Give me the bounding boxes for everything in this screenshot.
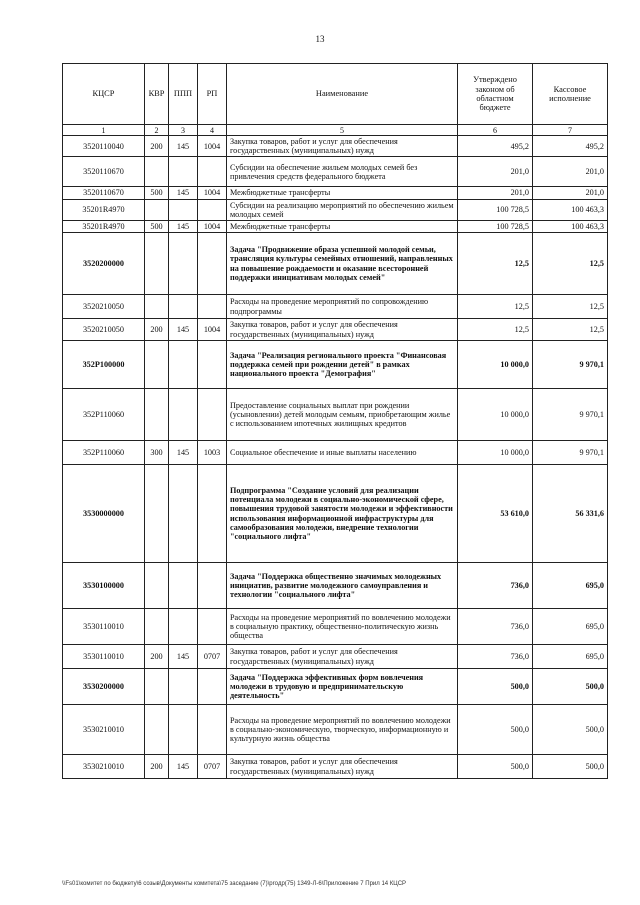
cell-ppp <box>169 705 198 755</box>
cell-approved: 495,2 <box>458 136 533 157</box>
cell-kcsr: 3520200000 <box>63 233 145 295</box>
cell-kvr: 200 <box>145 645 169 669</box>
cell-kcsr: 352P110060 <box>63 389 145 441</box>
cell-name: Закупка товаров, работ и услуг для обеспечения государственных (муниципальных) нужд <box>227 136 458 157</box>
cell-name: Задача "Реализация регионального проекта "Финансовая поддержка семей при рождении детей" в рамках национального проекта "Демография" <box>227 341 458 389</box>
cell-approved: 10 000,0 <box>458 389 533 441</box>
cell-kvr <box>145 233 169 295</box>
table-row <box>63 755 608 779</box>
cell-rp <box>198 341 227 389</box>
cell-kcsr: 3530100000 <box>63 563 145 609</box>
cell-approved: 12,5 <box>458 295 533 319</box>
cell-approved: 736,0 <box>458 563 533 609</box>
cell-kcsr: 3520210050 <box>63 319 145 341</box>
cell-name: Закупка товаров, работ и услуг для обеспечения государственных (муниципальных) нужд <box>227 645 458 669</box>
cell-approved: 100 728,5 <box>458 199 533 220</box>
cell-name: Социальное обеспечение и иные выплаты населению <box>227 441 458 465</box>
cell-ppp <box>169 609 198 645</box>
cell-kvr: 200 <box>145 755 169 779</box>
file-path-footer: \\Fs01\комитет по бюджету\6 созыв\Документы комитета\75 заседание (7)\proдр(75) 1349-Л-6\Приложение 7 Прил 14 КЦСР <box>62 881 407 887</box>
cell-ppp <box>169 157 198 187</box>
col-number: 4 <box>198 125 227 136</box>
cell-rp <box>198 233 227 295</box>
cell-ppp <box>169 199 198 220</box>
cell-kvr <box>145 563 169 609</box>
cell-rp <box>198 157 227 187</box>
cell-kvr <box>145 669 169 705</box>
cell-approved: 736,0 <box>458 609 533 645</box>
cell-cash: 56 331,6 <box>533 465 608 563</box>
cell-cash: 9 970,1 <box>533 341 608 389</box>
cell-approved: 12,5 <box>458 233 533 295</box>
col-number: 3 <box>169 125 198 136</box>
cell-cash: 695,0 <box>533 563 608 609</box>
cell-kcsr: 35201R4970 <box>63 220 145 232</box>
cell-kvr <box>145 609 169 645</box>
cell-rp: 1004 <box>198 220 227 232</box>
cell-name: Субсидии на обеспечение жильем молодых семей без привлечения средств федерального бюджета <box>227 157 458 187</box>
cell-approved: 500,0 <box>458 755 533 779</box>
cell-approved: 500,0 <box>458 705 533 755</box>
cell-cash: 100 463,3 <box>533 220 608 232</box>
cell-ppp <box>169 341 198 389</box>
header-approved: Утверждено законом об областном бюджете <box>458 64 533 125</box>
cell-kvr <box>145 465 169 563</box>
cell-name: Задача "Продвижение образа успешной молодой семьи, трансляция культуры семейных отношений, направленных на повышение рождаемости и оказание всесторонней поддержки инициативам молодых семей" <box>227 233 458 295</box>
cell-cash: 12,5 <box>533 319 608 341</box>
table-row <box>63 609 608 645</box>
table-row <box>63 645 608 669</box>
cell-approved: 201,0 <box>458 157 533 187</box>
cell-kcsr: 3520110040 <box>63 136 145 157</box>
cell-kcsr: 3530110010 <box>63 609 145 645</box>
column-number-row <box>63 125 608 136</box>
col-number: 6 <box>458 125 533 136</box>
cell-kvr: 500 <box>145 187 169 199</box>
cell-cash: 201,0 <box>533 187 608 199</box>
cell-ppp: 145 <box>169 220 198 232</box>
cell-rp <box>198 609 227 645</box>
cell-kvr <box>145 705 169 755</box>
cell-kcsr: 3530200000 <box>63 669 145 705</box>
cell-ppp <box>169 389 198 441</box>
cell-cash: 12,5 <box>533 295 608 319</box>
cell-kvr: 500 <box>145 220 169 232</box>
cell-kcsr: 35201R4970 <box>63 199 145 220</box>
cell-rp: 1004 <box>198 187 227 199</box>
cell-approved: 100 728,5 <box>458 220 533 232</box>
cell-rp <box>198 295 227 319</box>
cell-rp: 1004 <box>198 319 227 341</box>
cell-kcsr: 352P100000 <box>63 341 145 389</box>
cell-ppp <box>169 233 198 295</box>
cell-approved: 736,0 <box>458 645 533 669</box>
cell-kvr <box>145 341 169 389</box>
header-kcsr: КЦСР <box>63 64 145 125</box>
cell-cash: 9 970,1 <box>533 389 608 441</box>
table-row <box>63 220 608 232</box>
table-row <box>63 136 608 157</box>
table-row <box>63 319 608 341</box>
cell-kcsr: 3520110670 <box>63 157 145 187</box>
col-number: 5 <box>227 125 458 136</box>
cell-cash: 100 463,3 <box>533 199 608 220</box>
cell-ppp: 145 <box>169 645 198 669</box>
table-row <box>63 563 608 609</box>
cell-rp: 1004 <box>198 136 227 157</box>
cell-ppp: 145 <box>169 319 198 341</box>
page-number: 13 <box>315 34 325 44</box>
table-row <box>63 705 608 755</box>
table-row <box>63 669 608 705</box>
table-row <box>63 187 608 199</box>
cell-kvr <box>145 199 169 220</box>
header-cash: Кассовое исполнение <box>533 64 608 125</box>
cell-name: Межбюджетные трансферты <box>227 187 458 199</box>
cell-name: Закупка товаров, работ и услуг для обеспечения государственных (муниципальных) нужд <box>227 755 458 779</box>
cell-approved: 500,0 <box>458 669 533 705</box>
cell-rp: 1003 <box>198 441 227 465</box>
cell-ppp <box>169 465 198 563</box>
cell-ppp: 145 <box>169 755 198 779</box>
table-body <box>63 136 608 779</box>
table-row <box>63 199 608 220</box>
cell-cash: 12,5 <box>533 233 608 295</box>
cell-kvr: 200 <box>145 136 169 157</box>
table-row <box>63 341 608 389</box>
table-row <box>63 233 608 295</box>
cell-kvr: 300 <box>145 441 169 465</box>
cell-name: Межбюджетные трансферты <box>227 220 458 232</box>
cell-kcsr: 3530110010 <box>63 645 145 669</box>
cell-name: Закупка товаров, работ и услуг для обеспечения государственных (муниципальных) нужд <box>227 319 458 341</box>
cell-rp <box>198 199 227 220</box>
cell-rp <box>198 669 227 705</box>
cell-ppp: 145 <box>169 187 198 199</box>
table-row <box>63 157 608 187</box>
cell-kvr <box>145 389 169 441</box>
cell-name: Предоставление социальных выплат при рождении (усыновлении) детей молодым семьям, приобретающим жилье с использованием ипотечных жилищных кредитов <box>227 389 458 441</box>
cell-rp <box>198 563 227 609</box>
cell-name: Субсидии на реализацию мероприятий по обеспечению жильем молодых семей <box>227 199 458 220</box>
table-row <box>63 441 608 465</box>
table-row <box>63 465 608 563</box>
col-number: 7 <box>533 125 608 136</box>
cell-ppp: 145 <box>169 136 198 157</box>
cell-approved: 10 000,0 <box>458 441 533 465</box>
cell-ppp <box>169 563 198 609</box>
header-rp: РП <box>198 64 227 125</box>
cell-cash: 500,0 <box>533 669 608 705</box>
cell-name: Задача "Поддержка общественно значимых молодежных инициатив, развитие молодежного самоуправления и технологии "социального лифта" <box>227 563 458 609</box>
cell-cash: 695,0 <box>533 645 608 669</box>
header-ppp: ППП <box>169 64 198 125</box>
cell-name: Задача "Поддержка эффективных форм вовлечения молодежи в трудовую и предпринимательскую деятельность" <box>227 669 458 705</box>
cell-rp <box>198 465 227 563</box>
cell-approved: 53 610,0 <box>458 465 533 563</box>
cell-kcsr: 3520110670 <box>63 187 145 199</box>
cell-approved: 10 000,0 <box>458 341 533 389</box>
cell-name: Подпрограмма "Создание условий для реализации потенциала молодежи в социально-экономической сфере, повышения трудовой занятости молодежи и эффективности использования информационной инфраструктуры для самообразования молодежи, внедрение технологии "социального лифта" <box>227 465 458 563</box>
cell-approved: 201,0 <box>458 187 533 199</box>
cell-kvr: 200 <box>145 319 169 341</box>
header-kvr: КВР <box>145 64 169 125</box>
cell-cash: 9 970,1 <box>533 441 608 465</box>
cell-kcsr: 352P110060 <box>63 441 145 465</box>
table-row <box>63 389 608 441</box>
cell-ppp <box>169 295 198 319</box>
cell-name: Расходы на проведение мероприятий по вовлечению молодежи в социально-экономическую, творческую, информационную и культурную жизнь общества <box>227 705 458 755</box>
budget-table <box>62 63 608 779</box>
cell-kcsr: 3520210050 <box>63 295 145 319</box>
cell-kvr <box>145 295 169 319</box>
col-number: 1 <box>63 125 145 136</box>
cell-rp <box>198 705 227 755</box>
cell-rp <box>198 389 227 441</box>
cell-ppp <box>169 669 198 705</box>
cell-cash: 500,0 <box>533 705 608 755</box>
cell-rp: 0707 <box>198 645 227 669</box>
cell-approved: 12,5 <box>458 319 533 341</box>
cell-kvr <box>145 157 169 187</box>
cell-kcsr: 3530210010 <box>63 705 145 755</box>
cell-cash: 495,2 <box>533 136 608 157</box>
cell-name: Расходы на проведение мероприятий по сопровождению подпрограммы <box>227 295 458 319</box>
cell-kcsr: 3530210010 <box>63 755 145 779</box>
cell-cash: 695,0 <box>533 609 608 645</box>
header-row <box>63 64 608 125</box>
cell-ppp: 145 <box>169 441 198 465</box>
col-number: 2 <box>145 125 169 136</box>
cell-name: Расходы на проведение мероприятий по вовлечению молодежи в социальную практику, общественно-политическую жизнь общества <box>227 609 458 645</box>
cell-kcsr: 3530000000 <box>63 465 145 563</box>
header-name: Наименование <box>227 64 458 125</box>
table-row <box>63 295 608 319</box>
cell-cash: 201,0 <box>533 157 608 187</box>
cell-rp: 0707 <box>198 755 227 779</box>
cell-cash: 500,0 <box>533 755 608 779</box>
